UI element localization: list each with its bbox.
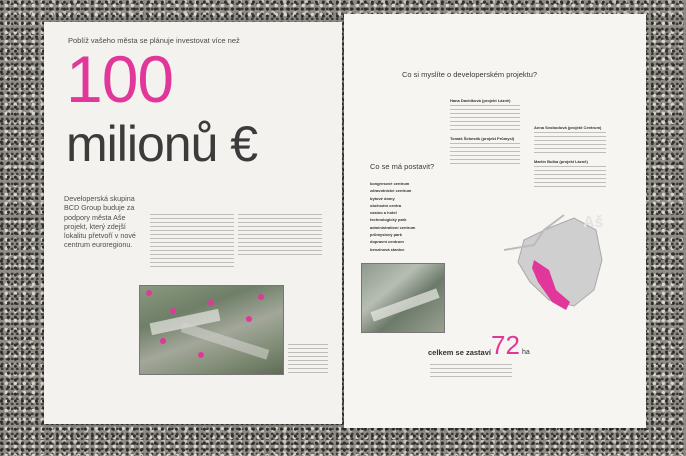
list-item: obchodní centra [370,202,402,208]
pink-marker [146,290,152,296]
total-unit: ha [522,349,530,356]
left-newspaper-page [44,22,342,424]
comment-text [534,166,606,188]
intro-text: Poblíž vašeho města se plánuje investovat více než [68,36,240,45]
big-number: 100 [66,42,174,116]
question-mid: Co se má postavit? [370,162,435,171]
comment-column-2 [534,125,609,188]
pink-marker [170,308,176,314]
comment-column-1 [450,98,525,165]
pink-marker [208,300,214,306]
lead-line: projekt, který zdejší [64,221,126,231]
person-name: Martin Bulba (projekt Lázně) [534,159,588,164]
project-list [370,180,415,253]
list-item: průmyslový park [370,232,403,238]
pink-marker [246,316,252,322]
total-value: 72 [491,330,520,360]
big-label: milionů € [66,116,258,172]
list-item: kongresové centrum [370,181,410,186]
city-map [504,210,624,320]
lead-line: lokalitu přetvoří v nové [64,231,136,241]
development-render-photo [361,263,445,333]
pink-marker [198,352,204,358]
total-label: celkem se zastaví [428,348,491,357]
list-item: technologický park [370,217,407,223]
person-name: Hana Davidková (projekt Lázně) [450,98,511,103]
person-name: Anna Svobodová (projekt Centrum) [534,125,602,130]
aerial-photo [139,285,284,375]
lead-paragraph [64,194,144,250]
person-name: Tomáš Šebestík (projekt Průmysl) [450,136,515,141]
list-item: casino a hotel [370,210,397,216]
map-label: Aš [583,214,604,231]
comment-text [450,143,520,165]
photo-road [370,288,439,321]
lead-line: podpory města Aše [64,212,126,222]
lead-line: Developerská skupina [64,194,135,203]
comment-text [534,132,606,156]
list-item: bytové domy [370,195,395,201]
lead-line: centrum euroregionu. [64,240,133,250]
question-top: Co si myslíte o developerském projektu? [402,70,538,79]
photo-road [181,322,270,359]
photo-legend [288,344,328,374]
comment-text [450,105,520,133]
body-text-column [150,214,234,268]
right-newspaper-page [344,14,646,428]
pink-marker [160,338,166,344]
list-item: dopravní centrum [370,239,404,245]
footnote-text [430,364,512,380]
list-item: benzínová stanice [370,246,405,252]
lead-line: BCD Group buduje za [64,203,135,213]
pink-marker [258,294,264,300]
list-item: zdravotnické centrum [370,188,412,194]
body-text-column [238,214,322,256]
list-item: administrativní centrum [370,224,416,230]
